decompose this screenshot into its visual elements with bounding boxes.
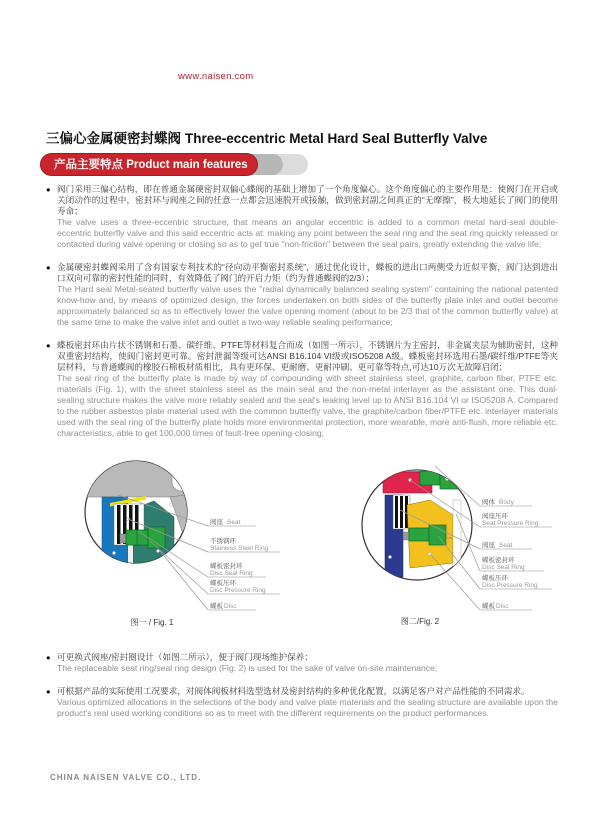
- valve-body-top-region: [366, 457, 446, 472]
- part-label-disc-seal-ring-zh: 蝶板密封环: [482, 557, 515, 564]
- figure-2-caption: 图二/Fig. 2: [400, 617, 440, 626]
- part-label-body-en: Body: [499, 499, 514, 506]
- feature-item-2: [46, 262, 558, 328]
- feature-4-en: The replaceable seat ring/seal ring design (Fig. 2) is used for the sake of valve on-site maintenance;: [57, 663, 438, 673]
- feature-2-zh: 金属硬密封蝶阀采用了含有国家专利技术的“径向动平衡密封系统”，通过优化设计，蝶板的进出口两侧受力近似平衡，阀门达到进出口双向可靠的密封性能的同时，有效降低了阀门的开启力矩（约为普通蝶阀的2/3）；: [57, 262, 558, 283]
- top-bolt-shaft: [420, 471, 440, 485]
- part-label-disc-zh: 蝶板: [210, 603, 223, 610]
- leader-line: [160, 551, 208, 610]
- feature-item-4: [46, 652, 558, 674]
- part-label-disc-pressure-ring-zh: 蝶板压环: [482, 575, 508, 582]
- part-label-disc-en: Disc: [224, 603, 237, 610]
- valve-body-region: [82, 457, 212, 497]
- page-title-zh: 三偏心金属硬密封蝶阀: [46, 131, 181, 147]
- feature-list-bottom: [46, 652, 558, 731]
- figure-2-diagram: [348, 452, 578, 630]
- feature-5-zh: 可根据产品的实际使用工况要求，对阀体阀板材料选型选材及密封结构的多种优化配置，以满足客户对产品性能的不同需求。: [57, 686, 530, 696]
- bolt-head: [148, 527, 165, 548]
- part-label-disc-pressure-ring-en: Disc Pressure Ring: [210, 587, 266, 594]
- leader-dot: [388, 555, 391, 558]
- feature-5-en: Various optimized allocations in the selections of the body and valve plate materials and the sealing structure are available upon the product's real used working conditions so as to meet with the different requirements on the product performances.: [57, 697, 558, 718]
- bolt-tail: [120, 534, 126, 543]
- top-bolt-cap: [422, 460, 435, 471]
- page-title-en: Three-eccentric Metal Hard Seal Butterfly Valve: [185, 131, 488, 147]
- mid-bolt-tail: [403, 532, 409, 540]
- company-footer: CHINA NAISEN VALVE CO., LTD.: [50, 773, 202, 782]
- part-label-seat-en: Seat: [499, 542, 513, 549]
- section-banner-title: 产品主要特点 Product main features: [40, 153, 258, 176]
- feature-list-top: [46, 184, 558, 451]
- part-label-disc-en: Disc: [496, 603, 509, 610]
- part-label-body-zh: 阀体: [482, 499, 495, 506]
- part-label-seat-en: Seat: [227, 519, 241, 526]
- feature-item-5: [46, 686, 558, 719]
- part-label-disc-seal-ring-en: Disc Seal Ring: [482, 564, 525, 571]
- bullet-icon: ●: [46, 185, 51, 194]
- part-label-disc-seal-ring-en: Disc Seal Ring: [210, 570, 253, 577]
- feature-4-zh: 可更换式阀座/密封圈设计（如图二所示），便于阀门现场维护保养；: [57, 652, 313, 662]
- part-label-seat-zh: 阀座: [210, 519, 223, 526]
- feature-3-en: The seal ring of the butterfly plate is made by way of compounding with sheet stainless steel, graphite, carbon fiber, PTFE etc. materials (Fig. 1), with the sheet stainless steel as the main seal and the non-metal interlayer as the assistant one. This dual-sealing structure makes the valve more reliably sealed and the seal's leaking level up to ANSI B16.104 VI or ISO5208 A. Compared to the rubber asbestos plate material used with the common butterfly valve, the graphite/carbon fiber/PTFE etc. interlayer materials used with the seal ring of the butterfly plate holds more environmental protection, more wearable, more anti-flush, more reliable etc. characteristics, able to get 100,000 times of fault-free opening-closing;: [57, 373, 558, 438]
- part-label-disc-seal-ring-zh: 蝶板密封环: [210, 563, 243, 570]
- top-bolt-tail: [458, 474, 465, 484]
- bullet-icon: ●: [46, 687, 51, 696]
- laminate-stripe: [395, 496, 398, 528]
- part-label-seat-pressure-ring-en: Seat Pressure Ring: [482, 520, 539, 527]
- part-label-seat-zh: 阀座: [482, 542, 495, 549]
- section-banner: [40, 153, 310, 176]
- leader-dot: [169, 503, 172, 506]
- feature-item-3: [46, 340, 558, 439]
- part-label-stainless-ring-en: Stainless Steel Ring: [210, 545, 269, 552]
- part-label-disc-pressure-ring-zh: 蝶板压环: [210, 580, 236, 587]
- body-notch: [172, 451, 216, 491]
- part-label-disc-pressure-ring-en: Disc Pressure Ring: [482, 582, 538, 589]
- leader-line: [150, 541, 208, 594]
- mid-bolt-shaft: [409, 528, 429, 541]
- laminate-stripe: [400, 496, 403, 528]
- feature-1-en: The valve uses a three-eccentric structure, that means an angular eccentric is added to a common metal hard-seal double-eccentric butterfly valve and this said eccentric acts at: making any point between the seal ring and the seat ring quickly released or contacted during valve opening or closing so as to get true "non-friction" between the seal pairs, greatly extending the valve life;: [57, 217, 558, 249]
- figure-1-diagram: [74, 447, 324, 631]
- part-label-seat-pressure-ring-zh: 阀座压环: [482, 513, 508, 520]
- bullet-icon: ●: [46, 341, 51, 350]
- feature-1-zh: 阀门采用三偏心结构，即在普通金属硬密封双偏心蝶阀的基础上增加了一个角度偏心。这个角度偏心的主要作用是：使阀门在开启或关闭动作的过程中，密封环与阀座之间的任意一点都会迅速脱开或接触，做到密封副之间真正的“无摩擦”，极大地延长了阀门的使用寿命；: [57, 184, 558, 216]
- feature-3-zh: 蝶板密封环由片状不锈钢和石墨、碳纤维、PTFE等材料复合而成（如图一所示），不锈钢片为主密封，非金属夹层为辅助密封，这种双重密封结构，使阀门密封更可靠。密封泄漏等级可达ANSI B16.104 VI级或ISO5208 A级。蝶板密封环选用石墨/碳纤维/PTFE等夹层材料，与普通蝶阀的橡胶石棉板材质相比，具有更环保、更耐磨、更耐冲刷、更可靠等特点,可达10万次无故障启闭；: [57, 340, 558, 372]
- feature-item-1: [46, 184, 558, 250]
- leader-dot: [112, 551, 115, 554]
- part-label-stainless-ring-zh: 不锈钢环: [210, 538, 236, 545]
- bullet-icon: ●: [46, 263, 51, 272]
- bullet-icon: ●: [46, 653, 51, 662]
- page-title: [46, 127, 487, 147]
- feature-2-en: The Hard seal Metal-seated butterfly valve uses the "radial dynamically balanced sealing system" containing the national patented know-how and, by means of optimized design, the forces undertaken on both sides of the butterfly plate inlet and outlet become approximately balanced so as to effectively lower the valve opening moment (about to be 2/3 that of the common butterfly valve) at the same time to make the valve inlet and outlet a two-way reliable sealing performance;: [57, 284, 558, 327]
- part-label-disc-zh: 蝶板: [482, 603, 495, 610]
- figure-1-caption: 图一 / Fig. 1: [130, 618, 174, 627]
- leader-dot: [156, 549, 159, 552]
- website-url: www.naisen.com: [178, 71, 254, 82]
